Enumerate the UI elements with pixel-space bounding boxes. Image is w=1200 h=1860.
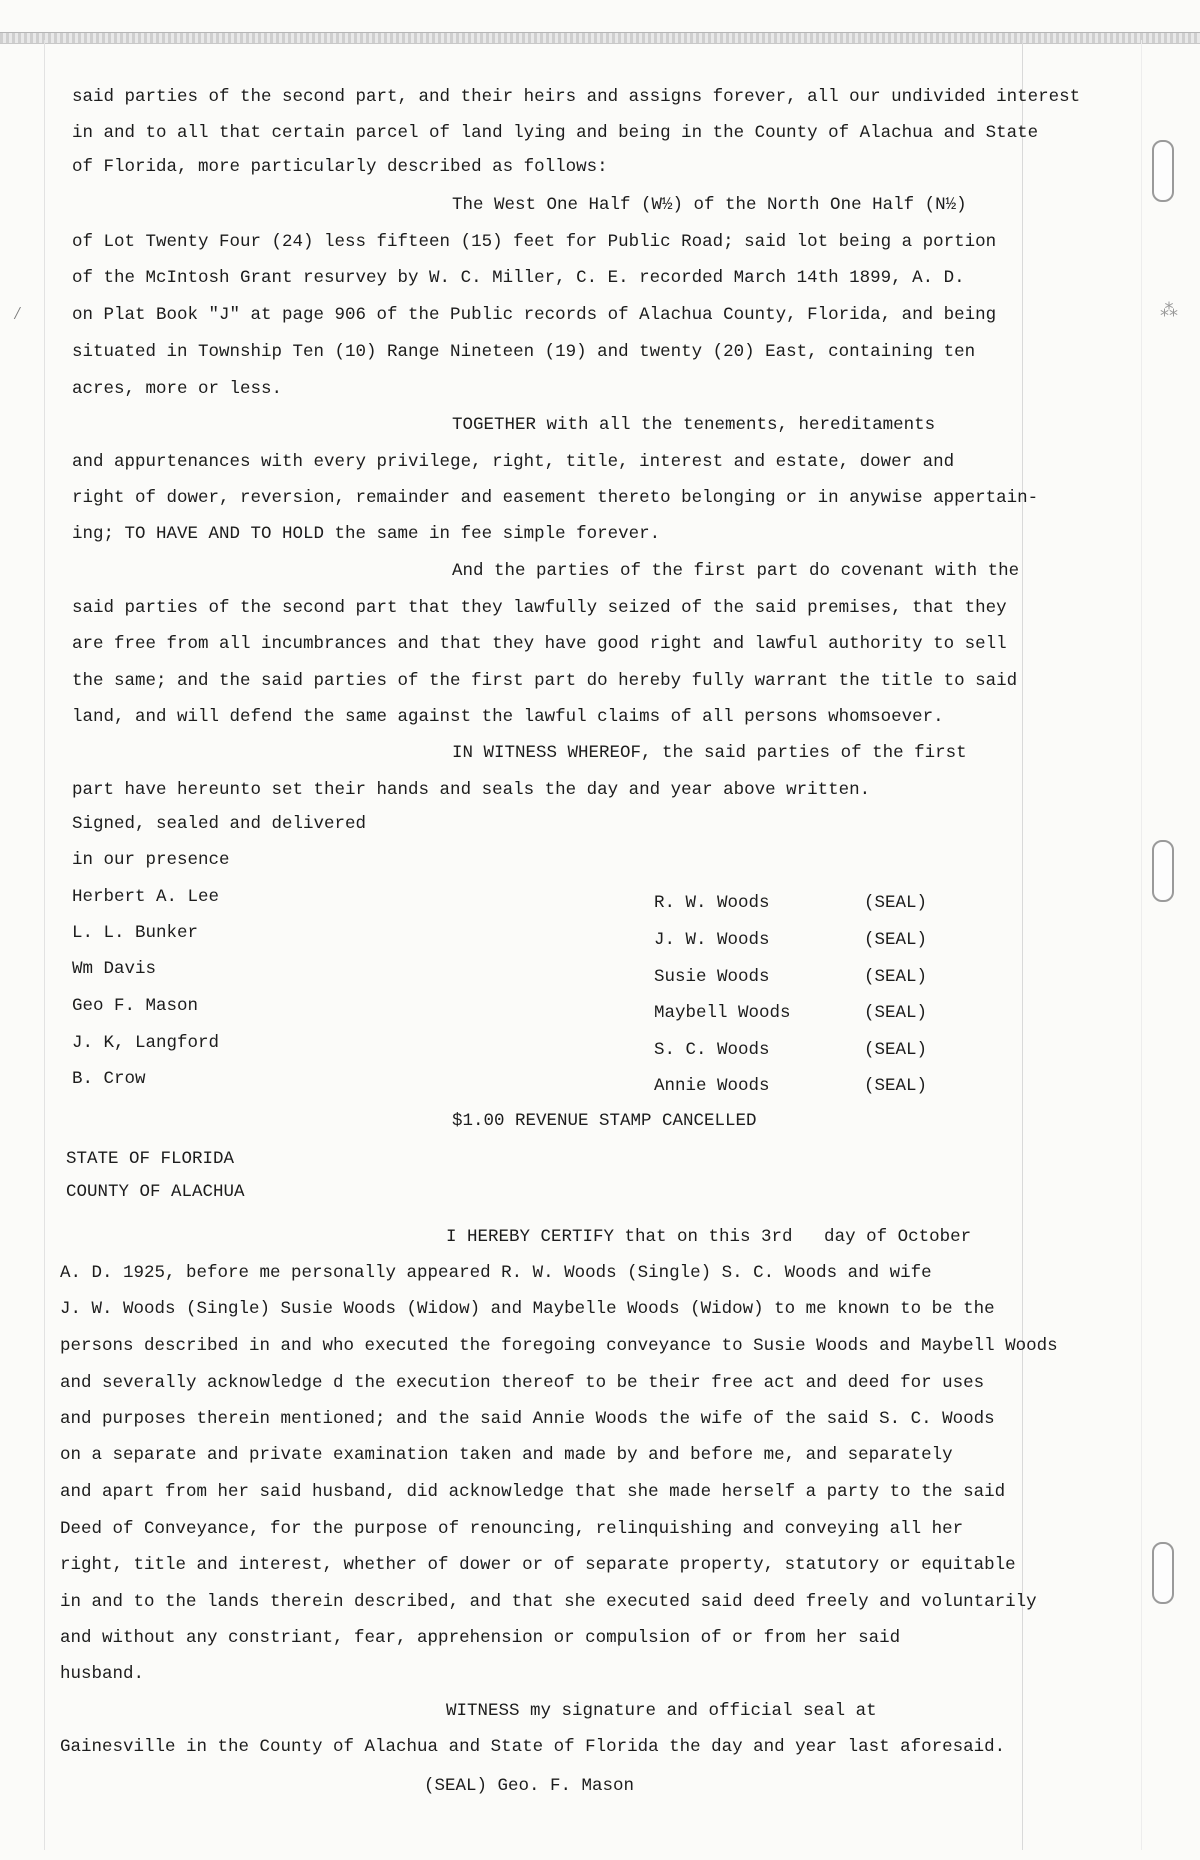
witness-name: L. L. Bunker <box>72 923 199 943</box>
left-margin-rule <box>44 40 45 1850</box>
binder-edge-rule <box>1141 40 1142 1850</box>
binder-hole-top <box>1152 140 1174 202</box>
body-line: Signed, sealed and delivered <box>72 814 367 834</box>
body-line: situated in Township Ten (10) Range Nineteen (19) and twenty (20) East, containing ten <box>72 342 976 362</box>
body-line: in and to all that certain parcel of land lying and being in the County of Alachua and State <box>72 123 1039 143</box>
grantor-name: Maybell Woods <box>654 1003 791 1023</box>
grantor-name: J. W. Woods <box>654 930 770 950</box>
notary-signature: (SEAL) Geo. F. Mason <box>424 1776 635 1796</box>
right-margin-rule <box>1022 40 1023 1850</box>
certificate-line: and purposes therein mentioned; and the said Annie Woods the wife of the said S. C. Woods <box>60 1409 995 1429</box>
body-line: TOGETHER with all the tenements, hereditaments <box>452 415 936 435</box>
body-line: are free from all incumbrances and that they have good right and lawful authority to sell <box>72 634 1007 654</box>
body-line: the same; and the said parties of the first part do hereby fully warrant the title to said <box>72 671 1018 691</box>
body-line: of Lot Twenty Four (24) less fifteen (15) feet for Public Road; said lot being a portion <box>72 232 997 252</box>
body-line: And the parties of the first part do covenant with the <box>452 561 1020 581</box>
witness-name: B. Crow <box>72 1069 146 1089</box>
certificate-line: right, title and interest, whether of dower or of separate property, statutory or equitable <box>60 1555 1016 1575</box>
witness-name: J. K, Langford <box>72 1033 220 1053</box>
certificate-line: J. W. Woods (Single) Susie Woods (Widow) and Maybelle Woods (Widow) to me known to be the <box>60 1299 995 1319</box>
certificate-line: and apart from her said husband, did acknowledge that she made herself a party to the said <box>60 1482 1006 1502</box>
seal-mark: (SEAL) <box>864 1076 928 1096</box>
seal-mark: (SEAL) <box>864 1003 928 1023</box>
body-line: said parties of the second part, and their heirs and assigns forever, all our undivided interest <box>72 87 1081 107</box>
certificate-line: I HEREBY CERTIFY that on this 3rd day of October <box>446 1227 972 1247</box>
seal-mark: (SEAL) <box>864 893 928 913</box>
margin-smudge: ⁂ <box>1160 302 1178 322</box>
body-line: land, and will defend the same against the lawful claims of all persons whomsoever. <box>72 707 944 727</box>
body-line: IN WITNESS WHEREOF, the said parties of the first <box>452 743 967 763</box>
seal-mark: (SEAL) <box>864 967 928 987</box>
body-line: in our presence <box>72 850 230 870</box>
seal-mark: (SEAL) <box>864 930 928 950</box>
certificate-line: in and to the lands therein described, and that she executed said deed freely and voluntarily <box>60 1592 1037 1612</box>
certificate-line: A. D. 1925, before me personally appeared R. W. Woods (Single) S. C. Woods and wife <box>60 1263 932 1283</box>
witness-name: Herbert A. Lee <box>72 887 220 907</box>
body-line: of the McIntosh Grant resurvey by W. C. Miller, C. E. recorded March 14th 1899, A. D. <box>72 268 965 288</box>
witness-name: Wm Davis <box>72 959 157 979</box>
certificate-line: and severally acknowledge d the execution thereof to be their free act and deed for uses <box>60 1373 985 1393</box>
body-line: part have hereunto set their hands and seals the day and year above written. <box>72 780 871 800</box>
body-line: right of dower, reversion, remainder and easement thereto belonging or in anywise appertain- <box>72 488 1039 508</box>
body-line: The West One Half (W½) of the North One Half (N½) <box>452 195 967 215</box>
revenue-stamp-note: $1.00 REVENUE STAMP CANCELLED <box>452 1111 757 1131</box>
certificate-line: on a separate and private examination taken and made by and before me, and separately <box>60 1445 953 1465</box>
body-line: on Plat Book "J" at page 906 of the Public records of Alachua County, Florida, and being <box>72 305 997 325</box>
grantor-name: Susie Woods <box>654 967 770 987</box>
binder-hole-bottom <box>1152 1542 1174 1604</box>
body-line: ing; TO HAVE AND TO HOLD the same in fee simple forever. <box>72 524 661 544</box>
certificate-line: Gainesville in the County of Alachua and State of Florida the day and year last aforesaid. <box>60 1737 1006 1757</box>
margin-pencil-mark: ⁄ <box>12 305 23 325</box>
venue-county: COUNTY OF ALACHUA <box>66 1182 245 1202</box>
binder-hole-middle <box>1152 840 1174 902</box>
certificate-line: WITNESS my signature and official seal at <box>446 1701 877 1721</box>
grantor-name: Annie Woods <box>654 1076 770 1096</box>
witness-name: Geo F. Mason <box>72 996 199 1016</box>
certificate-line: and without any constriant, fear, apprehension or compulsion of or from her said <box>60 1628 901 1648</box>
grantor-name: S. C. Woods <box>654 1040 770 1060</box>
body-line: said parties of the second part that they lawfully seized of the said premises, that they <box>72 598 1007 618</box>
certificate-line: persons described in and who executed the foregoing conveyance to Susie Woods and Maybell Woods <box>60 1336 1058 1356</box>
scan-top-band <box>0 32 1200 44</box>
certificate-line: husband. <box>60 1664 145 1684</box>
venue-state: STATE OF FLORIDA <box>66 1149 235 1169</box>
seal-mark: (SEAL) <box>864 1040 928 1060</box>
certificate-line: Deed of Conveyance, for the purpose of renouncing, relinquishing and conveying all her <box>60 1519 964 1539</box>
body-line: of Florida, more particularly described as follows: <box>72 157 608 177</box>
body-line: and appurtenances with every privilege, right, title, interest and estate, dower and <box>72 452 955 472</box>
body-line: acres, more or less. <box>72 379 283 399</box>
grantor-name: R. W. Woods <box>654 893 770 913</box>
